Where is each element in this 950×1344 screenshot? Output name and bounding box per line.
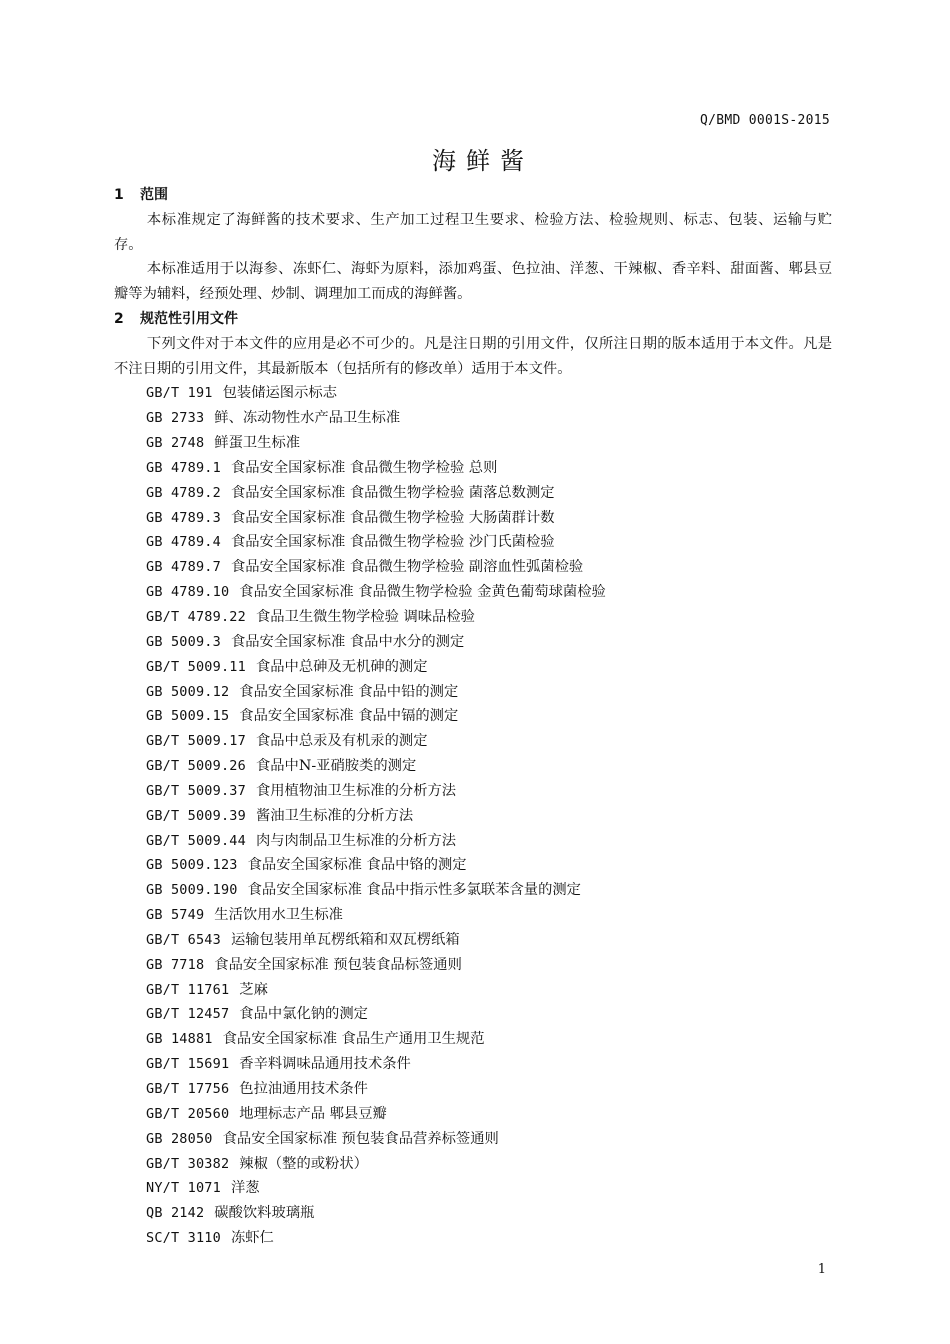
reference-code: GB/T 12457 — [146, 1006, 230, 1023]
reference-title: 食品安全国家标准 食品微生物学检验 大肠菌群计数 — [230, 509, 555, 526]
section-number: 1 — [114, 187, 124, 203]
section-heading-scope — [114, 183, 832, 208]
reference-item — [114, 1052, 832, 1077]
section-title: 范围 — [140, 187, 168, 203]
reference-code: GB 7718 — [146, 956, 205, 973]
reference-code: GB 2748 — [146, 435, 205, 452]
reference-title: 辣椒（整的或粉状） — [239, 1155, 368, 1172]
reference-item — [114, 804, 832, 829]
reference-title: 食品安全国家标准 食品微生物学检验 总则 — [230, 459, 498, 476]
paragraph: 本标准适用于以海参、冻虾仁、海虾为原料，添加鸡蛋、色拉油、洋葱、干辣椒、香辛料、甜面酱、郫县豆瓣等为辅料，经预处理、炒制、调理加工而成的海鲜酱。 — [114, 261, 832, 303]
reference-code: GB/T 5009.26 — [146, 758, 246, 775]
reference-title: 食品中总砷及无机砷的测定 — [255, 658, 428, 675]
reference-code: GB/T 5009.37 — [146, 782, 246, 799]
reference-title: 肉与肉制品卫生标准的分析方法 — [255, 832, 457, 849]
reference-title: 鲜、冻动物性水产品卫生标准 — [214, 410, 401, 427]
reference-list — [114, 381, 832, 1251]
reference-title: 食品中N-亚硝胺类的测定 — [255, 758, 417, 775]
reference-title: 食品安全国家标准 食品微生物学检验 沙门氏菌检验 — [230, 534, 555, 551]
reference-code: GB/T 191 — [146, 385, 213, 402]
reference-title: 食品安全国家标准 食品微生物学检验 菌落总数测定 — [230, 484, 555, 501]
reference-code: QB 2142 — [146, 1205, 205, 1222]
reference-item — [114, 903, 832, 928]
reference-title: 食品安全国家标准 食品微生物学检验 副溶血性弧菌检验 — [230, 559, 584, 576]
reference-item — [114, 506, 832, 531]
reference-item — [114, 978, 832, 1003]
reference-item — [114, 829, 832, 854]
reference-item — [114, 1127, 832, 1152]
reference-code: GB 28050 — [146, 1130, 213, 1147]
reference-item — [114, 630, 832, 655]
reference-code: GB/T 17756 — [146, 1081, 230, 1097]
reference-title: 食品安全国家标准 食品中铬的测定 — [247, 857, 467, 874]
reference-item — [114, 680, 832, 705]
reference-item — [114, 779, 832, 804]
reference-title: 冻虾仁 — [230, 1230, 274, 1247]
reference-item — [114, 1176, 832, 1201]
reference-code: GB/T 5009.17 — [146, 733, 246, 750]
reference-code: GB/T 6543 — [146, 931, 221, 948]
reference-code: GB 5009.3 — [146, 633, 221, 650]
reference-code: NY/T 1071 — [146, 1180, 221, 1197]
reference-item — [114, 1226, 832, 1251]
reference-title: 芝麻 — [239, 981, 268, 998]
reference-code: GB 4789.3 — [146, 509, 221, 526]
reference-item — [114, 729, 832, 754]
reference-code: GB/T 20560 — [146, 1105, 230, 1122]
reference-title: 食品安全国家标准 食品中镉的测定 — [239, 708, 459, 725]
reference-code: GB/T 15691 — [146, 1056, 230, 1073]
reference-code: GB 5009.123 — [146, 857, 238, 874]
reference-title: 食品安全国家标准 食品微生物学检验 金黄色葡萄球菌检验 — [239, 584, 606, 601]
reference-item — [114, 928, 832, 953]
document-title: 海鲜酱 — [432, 147, 534, 175]
reference-item — [114, 1152, 832, 1177]
reference-item — [114, 381, 832, 406]
reference-code: GB/T 5009.44 — [146, 832, 246, 849]
reference-item — [114, 878, 832, 903]
reference-item — [114, 605, 832, 630]
reference-title: 食品安全国家标准 食品中水分的测定 — [230, 633, 465, 650]
reference-code: GB 5009.12 — [146, 683, 230, 700]
reference-item — [114, 655, 832, 680]
reference-item — [114, 853, 832, 878]
paragraph: 下列文件对于本文件的应用是必不可少的。凡是注日期的引用文件，仅所注日期的版本适用于本文件。凡是不注日期的引用文件，其最新版本（包括所有的修改单）适用于本文件。 — [114, 335, 832, 377]
reference-item — [114, 530, 832, 555]
page-number: 1 — [817, 1262, 826, 1277]
reference-item — [114, 580, 832, 605]
reference-code: GB 4789.1 — [146, 459, 221, 476]
reference-title: 食品安全国家标准 食品生产通用卫生规范 — [222, 1031, 485, 1048]
reference-title: 洋葱 — [230, 1180, 260, 1197]
reference-title: 食品中氯化钠的测定 — [239, 1006, 368, 1023]
reference-code: GB 4789.10 — [146, 584, 230, 601]
reference-title: 碳酸饮料玻璃瓶 — [214, 1205, 315, 1222]
section-number: 2 — [114, 310, 124, 327]
reference-item — [114, 555, 832, 580]
reference-title: 食用植物油卫生标准的分析方法 — [255, 782, 457, 799]
reference-code: GB 4789.7 — [146, 559, 221, 576]
document-body — [114, 183, 832, 1251]
reference-title: 食品卫生微生物学检验 调味品检验 — [255, 608, 475, 625]
reference-item — [114, 431, 832, 456]
reference-code: GB/T 4789.22 — [146, 608, 246, 625]
reference-title: 食品安全国家标准 预包装食品营养标签通则 — [222, 1130, 499, 1147]
reference-item — [114, 1201, 832, 1226]
reference-title: 食品安全国家标准 食品中铅的测定 — [239, 683, 459, 700]
reference-item — [114, 1027, 832, 1052]
reference-title: 运输包装用单瓦楞纸箱和双瓦楞纸箱 — [230, 931, 460, 948]
section-heading-normative-references — [114, 307, 832, 332]
reference-item — [114, 754, 832, 779]
reference-code: GB 5009.190 — [146, 882, 238, 899]
reference-title: 食品安全国家标准 食品中指示性多氯联苯含量的测定 — [247, 882, 581, 899]
reference-code: SC/T 3110 — [146, 1230, 221, 1247]
reference-title: 地理标志产品 郫县豆瓣 — [239, 1105, 387, 1122]
reference-code: GB/T 5009.11 — [146, 658, 246, 675]
reference-item — [114, 406, 832, 431]
reference-item — [114, 1077, 832, 1102]
reference-title: 香辛料调味品通用技术条件 — [239, 1056, 411, 1073]
reference-code: GB 5749 — [146, 907, 205, 924]
reference-item — [114, 456, 832, 481]
section-title: 规范性引用文件 — [140, 310, 238, 327]
document-code: Q/BMD 0001S-2015 — [699, 113, 830, 128]
reference-title: 包装储运图示标志 — [222, 385, 337, 402]
reference-item — [114, 953, 832, 978]
reference-item — [114, 481, 832, 506]
reference-title: 食品安全国家标准 预包装食品标签通则 — [214, 956, 462, 973]
reference-title: 色拉油通用技术条件 — [239, 1081, 368, 1097]
reference-item — [114, 704, 832, 729]
reference-code: GB 2733 — [146, 410, 205, 427]
reference-code: GB 4789.4 — [146, 534, 221, 551]
reference-code: GB/T 30382 — [146, 1155, 230, 1172]
reference-title: 生活饮用水卫生标准 — [214, 907, 343, 924]
reference-code: GB/T 5009.39 — [146, 807, 246, 824]
reference-item — [114, 1102, 832, 1127]
reference-title: 食品中总汞及有机汞的测定 — [255, 733, 428, 750]
reference-title: 酱油卫生标准的分析方法 — [255, 807, 414, 824]
reference-code: GB 14881 — [146, 1031, 213, 1048]
reference-item — [114, 1002, 832, 1027]
paragraph: 本标准规定了海鲜酱的技术要求、生产加工过程卫生要求、检验方法、检验规则、标志、包装、运输与贮存。 — [114, 211, 832, 253]
reference-code: GB 4789.2 — [146, 484, 221, 501]
reference-code: GB 5009.15 — [146, 708, 230, 725]
reference-title: 鲜蛋卫生标准 — [214, 435, 301, 452]
reference-code: GB/T 11761 — [146, 981, 230, 998]
